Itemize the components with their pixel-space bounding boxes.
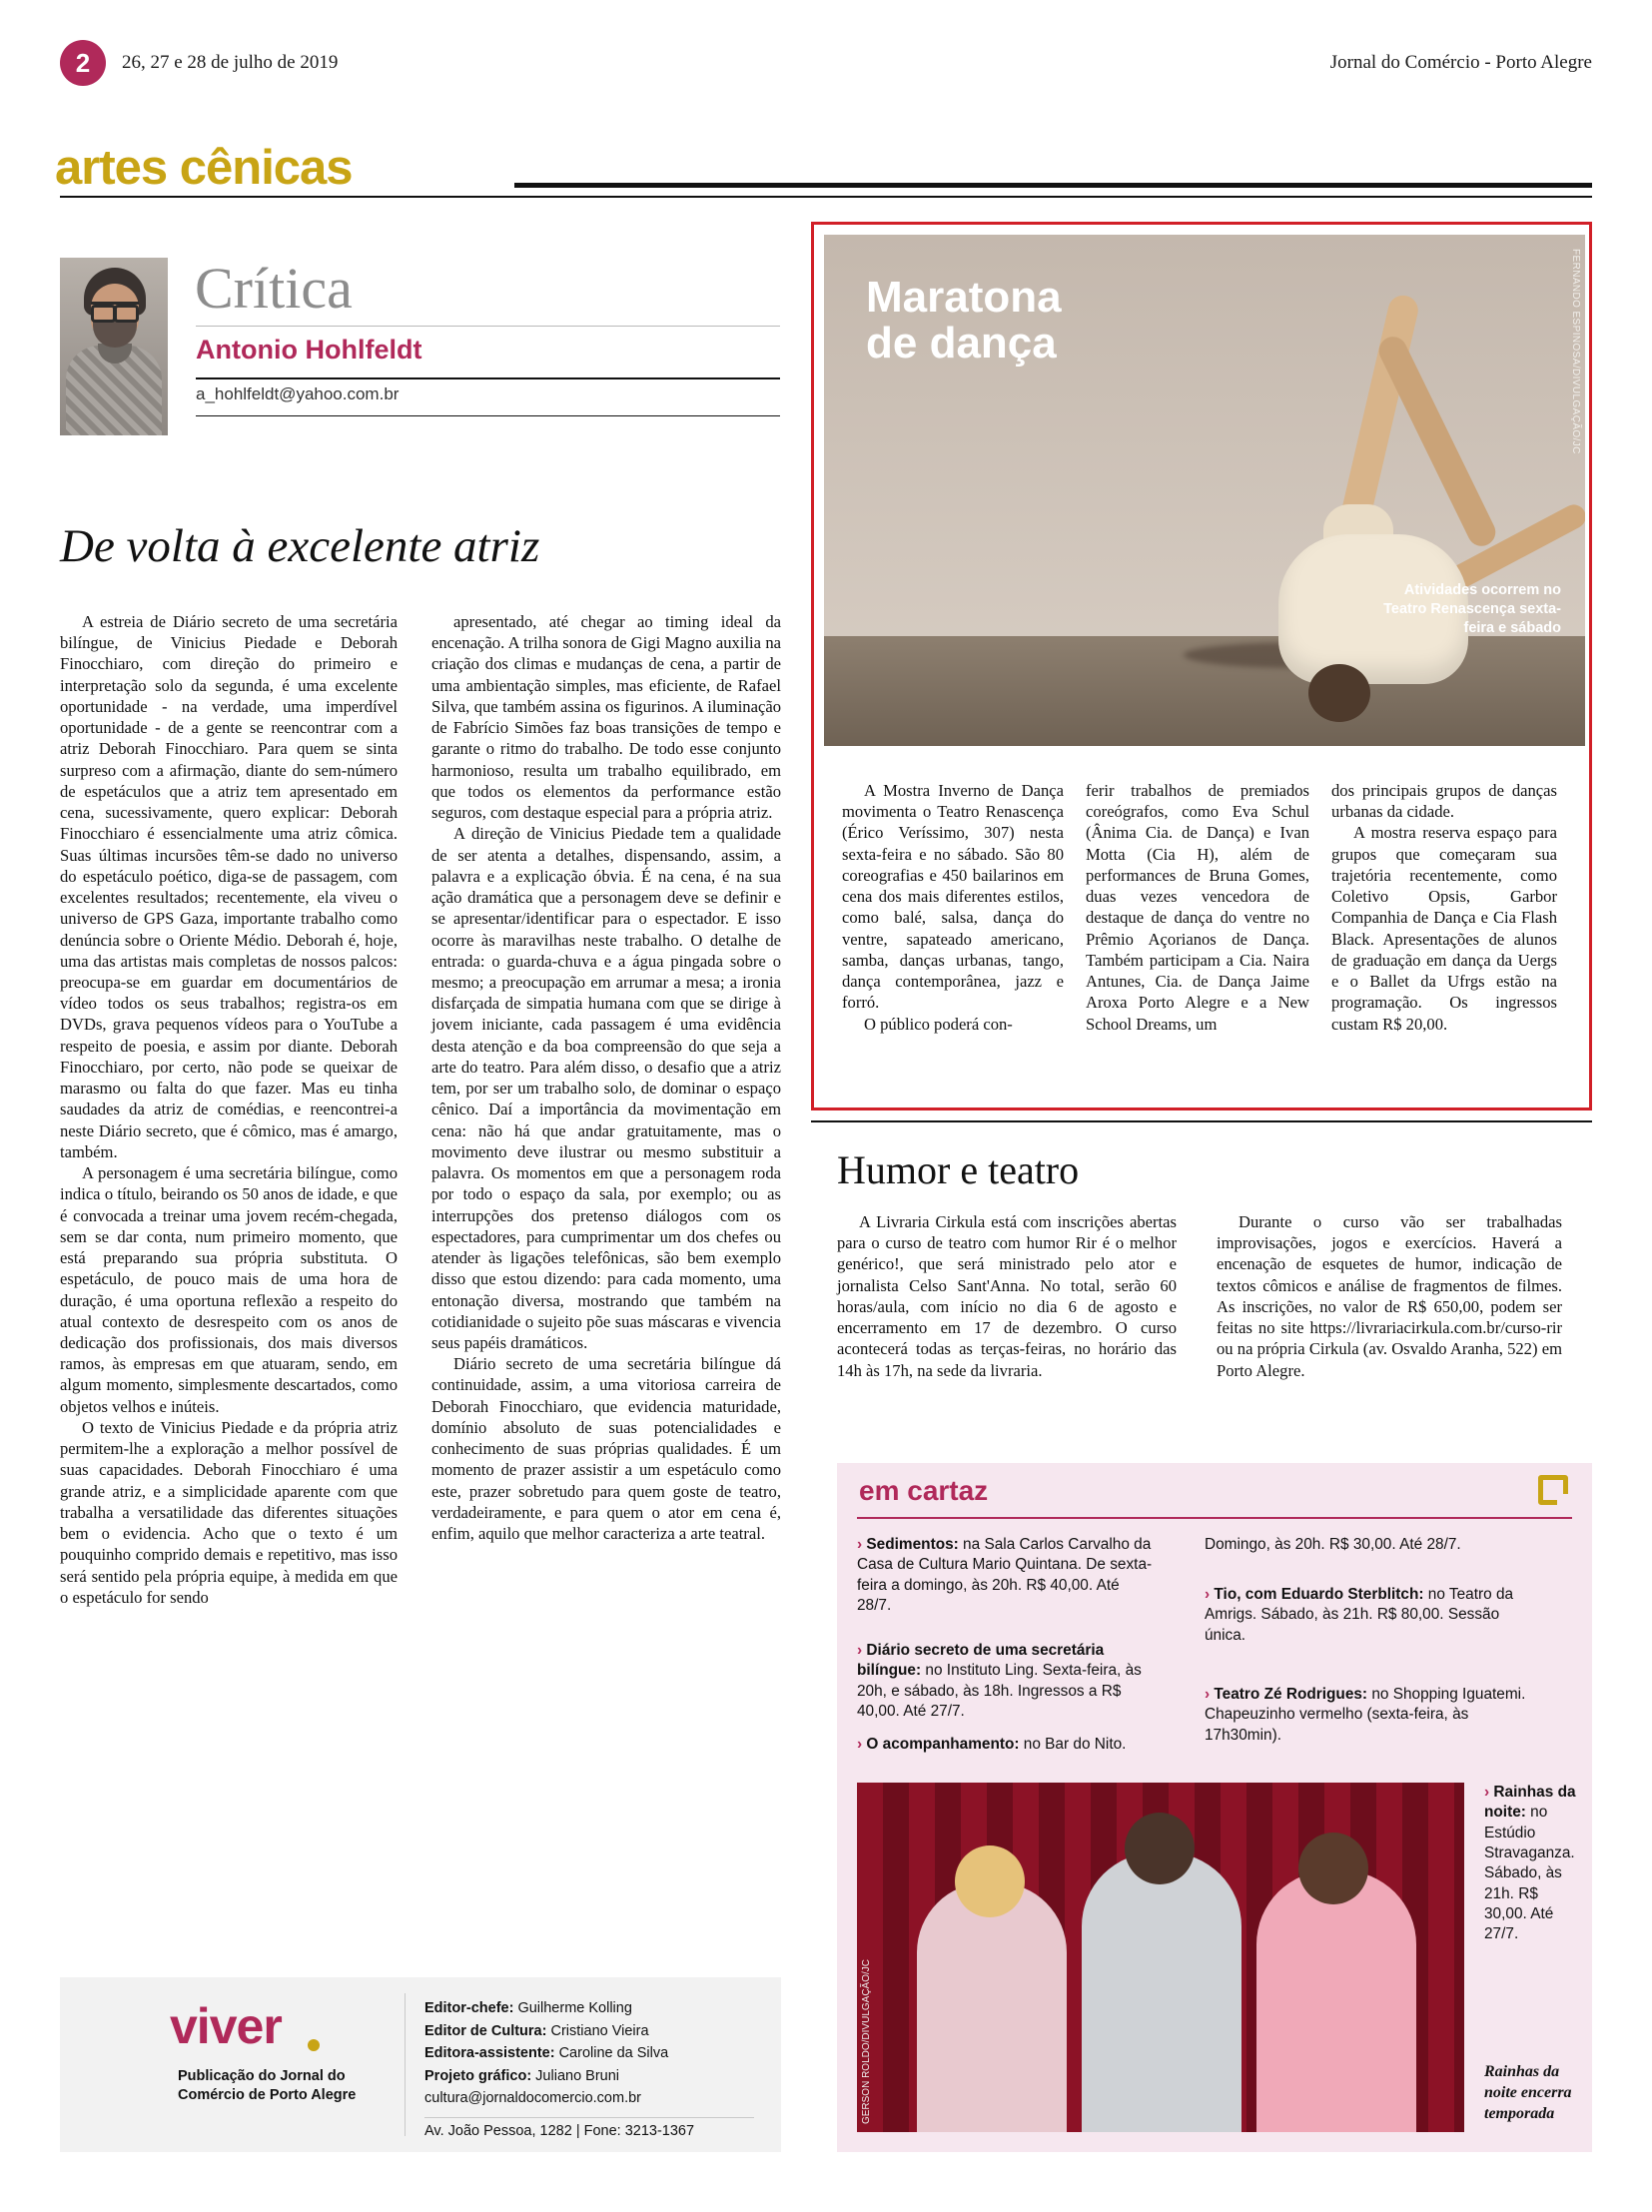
list-item (857, 1535, 1157, 1616)
bullet-arrow-icon: › (857, 1642, 863, 1659)
critic-divider-1 (196, 326, 780, 327)
dance-box-title-line1: Maratona (866, 273, 1062, 322)
dance-text-column-1 (842, 780, 1064, 1035)
credit-email: cultura@jornaldocomercio.com.br (424, 2090, 641, 2107)
humor-column-2 (1217, 1211, 1562, 1381)
em-cartaz-panel (837, 1463, 1592, 2152)
bullet-arrow-icon: › (1205, 1586, 1211, 1603)
section-title: artes cênicas (55, 141, 353, 195)
rainhas-da-noite-photo (857, 1783, 1464, 2132)
paragraph: dos principais grupos de danças urbanas da cidade. (1331, 781, 1557, 822)
bullet-arrow-icon: › (1484, 1784, 1490, 1801)
critic-name: Antonio Hohlfeldt (196, 335, 422, 365)
humor-column-1 (837, 1211, 1177, 1381)
critica-label: Crítica (195, 256, 353, 321)
listing-detail: na Sala Carlos Carvalho da Casa de Cultura Mario Quintana. De sexta-feira a domingo, às 20h. R$ 40,00. Até 28/7. (857, 1536, 1153, 1614)
paragraph: apresentado, até chegar ao timing ideal da encenação. A trilha sonora de Gigi Magno auxilia na criação dos climas e mudanças de cena, a partir de uma ambientação simples, mas eficiente, de Rafael Silva, que também assina os figurinos. A iluminação de Fabrício Simões faz boas transições de tempo e garante o ritmo do trabalho. De todo esse conjunto harmonioso, resulta um trabalho equilibrado, em que todos os elementos da performance estão seguros, com destaque especial para a própria atriz. (431, 612, 781, 823)
paragraph: A mostra reserva espaço para grupos que começaram sua trajetória recentemente, como Coletivo Opsis, Garbor Companhia de Dança e Cia Flash Black. Apresentações de alunos de graduação em dança da Uergs e o Ballet da Ufrgs estão na programação. Os ingressos custam R$ 20,00. (1331, 823, 1557, 1034)
critic-portrait (60, 258, 168, 435)
article-headline: De volta à excelente atriz (60, 520, 540, 572)
em-cartaz-header (837, 1463, 1592, 1517)
credit-name: Caroline da Silva (554, 2045, 669, 2062)
bullet-arrow-icon: › (857, 1736, 863, 1753)
footer-address: Av. João Pessoa, 1282 | Fone: 3213-1367 (424, 2123, 695, 2139)
list-item (857, 1641, 1157, 1722)
photo-credit: FERNANDO ESPINOSA/DIVULGAÇÃO/JC (1570, 249, 1581, 454)
critic-divider-2 (196, 377, 780, 379)
photo-credit: GERSON ROLDO/DIVULGAÇÃO/JC (861, 1958, 872, 2124)
paragraph: ferir trabalhos de premiados coreógrafos, como Eva Schul (Ânima Cia. de Dança) e Ivan Motta (Cia H), além de performances de Bruna Gomes, duas vezes vencedora de destaque de dança do ventre no Prêmio Açorianos de Dança. Também participam a Cia. Naira Antunes, Cia. de Dança Jaime Aroxa Porto Alegre e a New School Dreams, um (1086, 781, 1309, 1034)
critic-email: a_hohlfeldt@yahoo.com.br (196, 384, 400, 403)
bookmark-icon (1538, 1475, 1568, 1505)
dance-box-title (866, 275, 1062, 367)
dance-photo (824, 235, 1585, 746)
credit-role: Projeto gráfico: (424, 2067, 532, 2084)
em-cartaz-title: em cartaz (859, 1475, 989, 1506)
bullet-arrow-icon: › (857, 1536, 863, 1553)
dance-text-column-2 (1086, 780, 1309, 1035)
listing-detail: no Bar do Nito. (1019, 1736, 1127, 1753)
credit-line (424, 2020, 754, 2043)
list-item (1484, 1783, 1584, 1945)
credit-role: Editor de Cultura: (424, 2022, 547, 2039)
dance-photo-caption: Atividades ocorrem no Teatro Renascença sexta-feira e sábado (1383, 582, 1561, 637)
photo-caption: Rainhas da noite encerra temporada (1484, 2063, 1572, 2122)
credit-name: Cristiano Vieira (546, 2022, 649, 2039)
paragraph: O texto de Vinicius Piedade e da própria atriz permitem-lhe a exploração a melhor possível de suas capacidades. Deborah Finocchiaro é uma grande atriz, e a simplicidade aparente com que trabalha a versatilidade das diferentes situações bem o evidencia. Acho que o texto é um pouquinho comprido demais e repetitivo, mas isso será sentido pela própria equipe, à medida em que o espetáculo for sendo (60, 1417, 398, 1607)
dance-text-column-3 (1331, 780, 1557, 1035)
listing-name: O acompanhamento: (866, 1736, 1020, 1753)
paragraph: Diário secreto de uma secretária bilíngue dá continuidade, assim, a uma vitoriosa carreira de Deborah Finocchiaro, que evidencia maturidade, domínio absoluto de suas potencialidades e conhecimento de suas próprias qualidades. É um momento de prazer assistir a um espetáculo como este, prazer sobretudo para quem goste de teatro, verdadeiramente, e para quem o ator em cena é, enfim, aquilo que melhor caracteriza a arte teatral. (431, 1354, 781, 1544)
dance-box-title-line2: de dança (866, 318, 1057, 368)
footer-rule (424, 2117, 754, 2118)
publication-name: Jornal do Comércio - Porto Alegre (1329, 52, 1592, 73)
masthead (60, 40, 1592, 86)
footer-credits (424, 1997, 754, 2110)
humor-section-rule (811, 1120, 1592, 1122)
paragraph: A Mostra Inverno de Dança movimenta o Teatro Renascença (Érico Veríssimo, 307) nesta sexta-feira e no sábado. São 80 coreografias e 450 bailarinos em cena dos mais diferentes estilos, como balé, salsa, dança do ventre, sapateado americano, samba, danças urbanas, tango, dança contemporânea, jazz e forró. (842, 781, 1064, 1013)
list-item (1205, 1535, 1534, 1555)
issue-date: 26, 27 e 28 de julho de 2019 (122, 52, 339, 73)
footer-divider (405, 1993, 406, 2136)
section-rule-bottom (60, 196, 1592, 198)
viver-logo-dot (308, 2039, 320, 2051)
paragraph: A direção de Vinicius Piedade tem a qualidade de ser atenta a detalhes, dispensando, assim, a palavra e a explicação óbvia. É na cena, é na sua ação dramática que a personagem deve se definir e se apresentar/identificar para o espectador. E isso ocorre às maravilhas neste trabalho. O detalhe de entrada: o guarda-chuva e a água pingada sobre o mesmo; a preocupação em arrumar a mesa; a ironia disfarçada de simpatia humana com que se dirige à jovem iniciante, cada passagem é uma evidência desta atenção e da boa compreensão do que seja a arte do teatro. Para além disso, o desafio que a atriz tem, por ser um trabalho solo, de dominar o espaço cênico. Daí a importância da movimentação em cena: não há que andar gratuitamente, mas o movimento deve ilustrar ou mesmo substituir a palavra. Os momentos em que a personagem roda por todo o espaço da sala, por exemplo; ou as interrupções dos pretenso diálogos com os espectadores, para cumprimentar um dos chefes ou atender às ligações telefônicas, são bem exemplo disso que estou dizendo: para cada momento, uma entonação diversa, mostrando que também na cotidianidade o sujeito põe suas máscaras e vivencia seus papéis dramáticos. (431, 824, 781, 1352)
list-item (857, 1735, 1157, 1755)
credit-line (424, 2065, 754, 2088)
bullet-arrow-icon: › (1205, 1686, 1211, 1703)
listing-detail: no Teatro da Amrigs. Sábado, às 21h. R$ 80,00. Sessão única. (1205, 1586, 1514, 1644)
listing-name: Rainhas da noite: (1484, 1784, 1576, 1822)
list-item (1205, 1685, 1534, 1746)
listing-name: Diário secreto de uma secretária bilíngue: (857, 1642, 1105, 1680)
paragraph: A estreia de Diário secreto de uma secretária bilíngue, de Vinicius Piedade e Deborah Finocchiaro, com direção do primeiro e interpretação solo da segunda, é uma excelente oportunidade - na verdade, uma imperdível oportunidade - de a gente se reencontrar com a atriz Deborah Finocchiaro. Para quem se sinta surpreso com a afirmação, diante do sem-número de espetáculos que a atriz tem apresentado em cena, sucessivamente, quero explicar: Deborah Finocchiaro é essencialmente uma atriz cômica. Suas últimas incursões têm-se dado no universo do espetáculo poético, diga-se de passagem, com excelentes resultados; recentemente, ela viveu o universo de GPS Gaza, importante trabalho como denúncia sobre o Oriente Médio. Deborah é, hoje, uma das artistas mais completas de nossos palcos: preocupa-se em guardar em documentários de vídeo todos os seus trabalhos; registra-os em DVDs, grava pequenos vídeos para o YouTube a respeito de poesia, e assim por diante. Deborah Finocchiaro, por certo, não pode se queixar de marasmo ou falta do que fazer. Mas eu tinha saudades da atriz de comédias, e reencontrei-a neste Diário secreto, que é cômico, mas é amargo, também. (60, 612, 398, 1161)
credit-role: Editora-assistente: (424, 2045, 555, 2062)
paragraph: A personagem é uma secretária bilíngue, como indica o título, beirando os 50 anos de idade, e que é convocada a treinar uma jovem recém-chegada, sem se dar conta, num primeiro momento, que está preparando sua própria substituta. O espetáculo, de pouco mais de uma hora de duração, é uma oportuna reflexão a respeito do atual contexto de desrespeito com os anos de dedicação dos profissionais, dos mais diversos ramos, às empresas em que atuaram, sendo, em algum momento, simplesmente descartados, como objetos velhos e inúteis. (60, 1163, 398, 1416)
maratona-de-danca-box (811, 222, 1592, 1110)
listing-name: Teatro Zé Rodrigues: (1214, 1686, 1368, 1703)
listing-detail: no Instituto Ling. Sexta-feira, às 20h, e sábado, às 18h. Ingressos a R$ 40,00. Até 27/7. (857, 1662, 1142, 1720)
listing-name: Tio, com Eduardo Sterblitch: (1214, 1586, 1424, 1603)
paragraph: Durante o curso vão ser trabalhadas improvisações, jogos e exercícios. Haverá a encenação de esquetes de humor, indicação de textos cômicos e análise de fragmentos de filmes. As inscrições, no valor de R$ 650,00, podem ser feitas no site https://livrariacirkula.com.br/curso-rir ou na própria Cirkula (av. Osvaldo Aranha, 522) em Porto Alegre. (1217, 1212, 1562, 1380)
list-item (1205, 1585, 1534, 1646)
viver-subtitle: Publicação do Jornal do Comércio de Porto Alegre (178, 2068, 357, 2103)
paragraph: A Livraria Cirkula está com inscrições abertas para o curso de teatro com humor Rir é o melhor genérico!, que será ministrado pelo ator e jornalista Celso Sant'Anna. No total, serão 60 horas/aula, com início no dia 6 de agosto e encerramento em 17 de dezembro. O curso acontecerá todas as terças-feiras, no horário das 14h às 17h, na sede da livraria. (837, 1212, 1177, 1380)
page-number-badge: 2 (60, 40, 106, 86)
credit-line (424, 1997, 754, 2020)
viver-logo: viver (170, 1998, 282, 2054)
credit-name: Juliano Bruni (531, 2067, 620, 2084)
credit-role: Editor-chefe: (424, 2000, 514, 2016)
article-column-2 (431, 611, 781, 1544)
listing-detail: Domingo, às 20h. R$ 30,00. Até 28/7. (1205, 1536, 1461, 1553)
credit-name: Guilherme Kolling (513, 2000, 632, 2016)
section-rule-top (514, 183, 1592, 188)
article-column-1 (60, 611, 398, 1608)
listing-name: Sedimentos: (866, 1536, 959, 1553)
critic-divider-3 (196, 415, 780, 416)
listing-detail: no Estúdio Stravaganza. Sábado, às 21h. R$ 30,00. Até 27/7. (1484, 1804, 1575, 1943)
viver-footer (60, 1977, 781, 2152)
credit-line (424, 2042, 754, 2065)
humor-section-title: Humor e teatro (837, 1147, 1080, 1192)
listing-detail: no Shopping Iguatemi. Chapeuzinho vermelho (sexta-feira, às 17h30min). (1205, 1686, 1526, 1744)
em-cartaz-rule (857, 1517, 1572, 1519)
paragraph: O público poderá con- (864, 1014, 1013, 1034)
